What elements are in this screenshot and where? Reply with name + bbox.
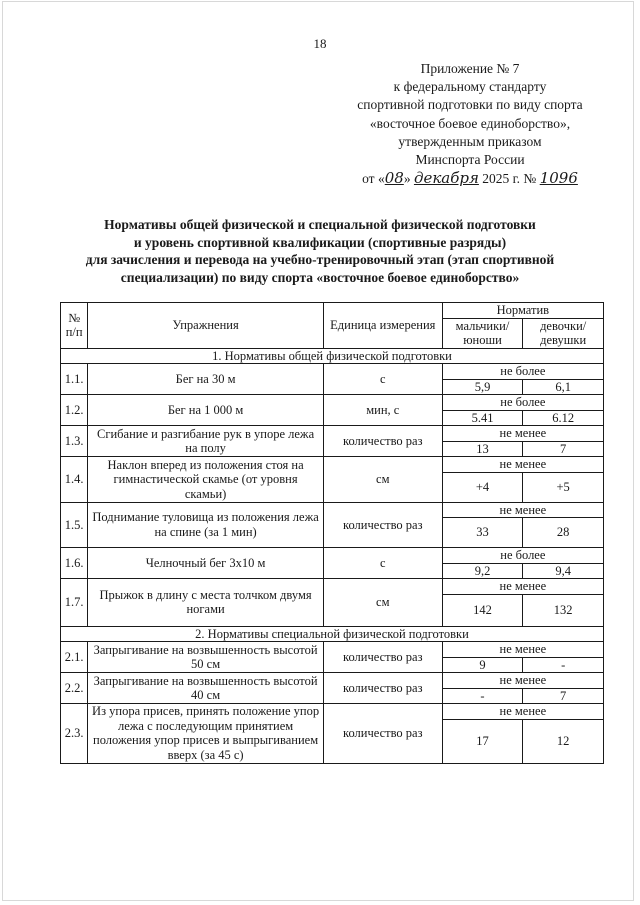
header-boys: мальчики/ юноши	[442, 318, 523, 348]
title-line: специализации) по виду спорта «восточное боевое единоборство»	[120, 269, 520, 285]
row-num: 2.1.	[61, 642, 88, 673]
date-mid: »	[403, 171, 411, 187]
row-exercise: Запрыгивание на возвышенность высотой 50 см	[88, 642, 324, 673]
row-exercise: Прыжок в длину с места толчком двумя ногами	[88, 579, 324, 627]
row-num: 1.7.	[61, 579, 88, 627]
header-norm: Норматив	[442, 303, 603, 319]
document-title	[60, 216, 580, 286]
date-day: 08	[384, 169, 404, 188]
row-exercise: Запрыгивание на возвышенность высотой 40 см	[88, 673, 324, 704]
value-girls: 28	[523, 518, 604, 548]
header-num: № п/п	[61, 303, 88, 349]
title-line: для зачисления и перевода на учебно-тренировочный этап (этап спортивной	[85, 252, 555, 267]
value-girls: 12	[523, 719, 604, 763]
row-condition: не менее	[442, 642, 603, 658]
value-boys: 33	[442, 518, 523, 548]
table-row	[61, 704, 604, 720]
table-row	[61, 502, 604, 518]
row-num: 1.1.	[61, 364, 88, 395]
row-exercise: Бег на 30 м	[88, 364, 324, 395]
appendix-line: спортивной подготовки по виду спорта	[357, 97, 583, 113]
section-row	[61, 626, 604, 642]
value-boys: 5,9	[442, 379, 523, 395]
table-row	[61, 642, 604, 658]
row-unit: количество раз	[323, 704, 442, 764]
table-row	[61, 579, 604, 595]
value-girls: 6.12	[523, 410, 604, 426]
table-row	[61, 548, 604, 564]
row-exercise: Челночный бег 3х10 м	[88, 548, 324, 579]
table-row	[61, 364, 604, 380]
row-num: 1.2.	[61, 395, 88, 426]
value-boys: 9,2	[442, 563, 523, 579]
appendix-block	[330, 60, 610, 188]
row-unit: см	[323, 457, 442, 503]
value-boys: 17	[442, 719, 523, 763]
table-row	[61, 457, 604, 473]
row-num: 2.3.	[61, 704, 88, 764]
value-boys: 142	[442, 594, 523, 626]
value-girls: 132	[523, 594, 604, 626]
date-year: 2025 г. №	[482, 171, 537, 187]
row-num: 1.6.	[61, 548, 88, 579]
row-condition: не менее	[442, 704, 603, 720]
value-girls: 7	[523, 688, 604, 704]
appendix-line: Минспорта России	[415, 152, 525, 168]
date-month: декабря	[413, 169, 479, 188]
row-unit: количество раз	[323, 673, 442, 704]
row-num: 1.3.	[61, 426, 88, 457]
title-line: и уровень спортивной квалификации (спортивные разряды)	[133, 234, 507, 250]
row-unit: с	[323, 548, 442, 579]
value-girls: 6,1	[523, 379, 604, 395]
appendix-line: «восточное боевое единоборство»,	[369, 115, 571, 131]
row-exercise: Наклон вперед из положения стоя на гимнастической скамье (от уровня скамьи)	[88, 457, 324, 503]
row-unit: мин, с	[323, 395, 442, 426]
table-row	[61, 673, 604, 689]
value-boys: 9	[442, 657, 523, 673]
order-date-line	[330, 169, 610, 188]
row-exercise: Бег на 1 000 м	[88, 395, 324, 426]
header-exercise: Упражнения	[88, 303, 324, 349]
value-boys: 13	[442, 441, 523, 457]
order-number: 1096	[539, 169, 578, 188]
page-number: 18	[313, 36, 327, 51]
row-condition: не менее	[442, 579, 603, 595]
row-unit: с	[323, 364, 442, 395]
row-condition: не менее	[442, 502, 603, 518]
row-condition: не менее	[442, 673, 603, 689]
section-title: 2. Нормативы специальной физической подготовки	[61, 626, 604, 642]
norms-table	[60, 302, 604, 764]
table-row	[61, 395, 604, 411]
value-girls: 7	[523, 441, 604, 457]
section-title: 1. Нормативы общей физической подготовки	[61, 348, 604, 364]
section-row	[61, 348, 604, 364]
row-unit: количество раз	[323, 642, 442, 673]
row-exercise: Поднимание туловища из положения лежа на спине (за 1 мин)	[88, 502, 324, 548]
row-unit: количество раз	[323, 502, 442, 548]
row-exercise: Сгибание и разгибание рук в упоре лежа на полу	[88, 426, 324, 457]
header-row	[61, 303, 604, 319]
header-unit: Единица измерения	[323, 303, 442, 349]
row-condition: не менее	[442, 457, 603, 473]
row-condition: не более	[442, 364, 603, 380]
appendix-line: Приложение № 7	[420, 61, 520, 76]
date-prefix: от «	[362, 171, 385, 187]
row-unit: см	[323, 579, 442, 627]
value-girls: 9,4	[523, 563, 604, 579]
value-boys: -	[442, 688, 523, 704]
row-num: 2.2.	[61, 673, 88, 704]
row-exercise: Из упора присев, принять положение упор лежа с последующим принятием положения упор присев и выпрыгиванием вверх (за 45 с)	[88, 704, 324, 764]
value-girls: -	[523, 657, 604, 673]
value-boys: +4	[442, 472, 523, 502]
row-condition: не менее	[442, 426, 603, 442]
appendix-line: к федеральному стандарту	[393, 79, 547, 95]
row-condition: не более	[442, 548, 603, 564]
value-boys: 5.41	[442, 410, 523, 426]
table-row	[61, 426, 604, 442]
title-line: Нормативы общей физической и специальной физической подготовки	[104, 217, 536, 232]
appendix-line: утвержденным приказом	[398, 133, 542, 149]
row-num: 1.5.	[61, 502, 88, 548]
row-condition: не более	[442, 395, 603, 411]
row-unit: количество раз	[323, 426, 442, 457]
value-girls: +5	[523, 472, 604, 502]
header-girls: девочки/ девушки	[523, 318, 604, 348]
row-num: 1.4.	[61, 457, 88, 503]
